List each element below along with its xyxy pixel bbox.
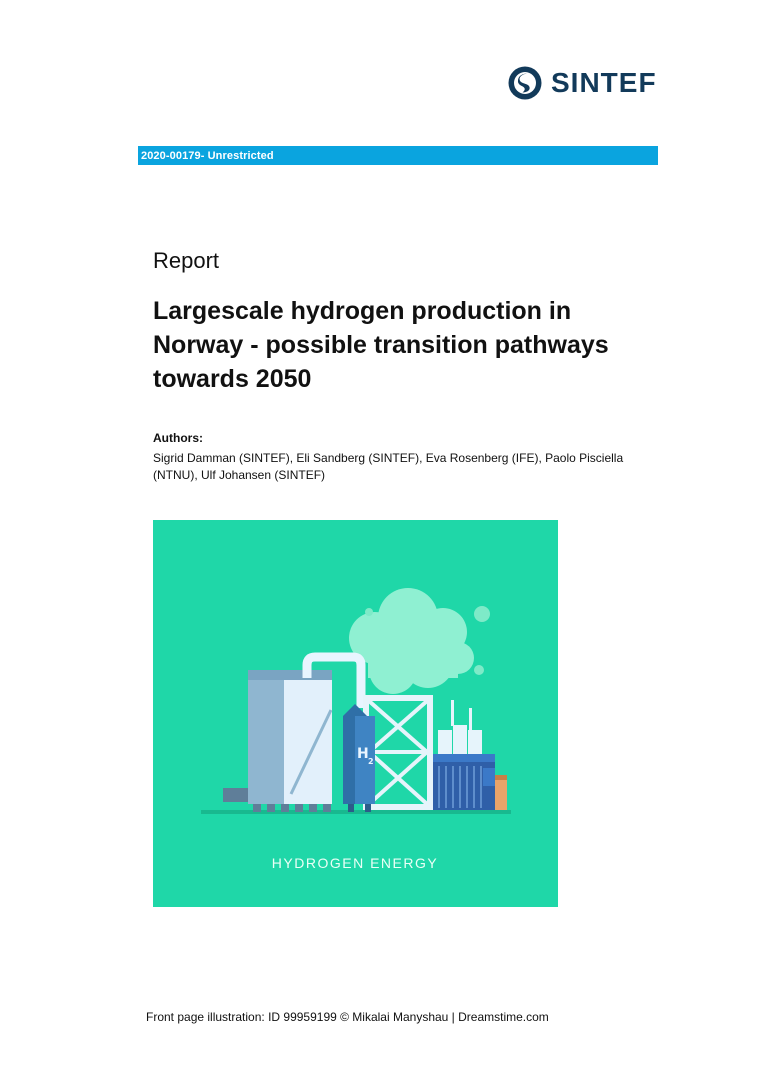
h2-subscript: 2 (368, 757, 374, 766)
sintef-logo-text: SINTEF (551, 67, 657, 98)
document-type: Report (153, 248, 220, 273)
authors-line: (NTNU), Ulf Johansen (SINTEF) (153, 468, 326, 482)
authors-line: Sigrid Damman (SINTEF), Eli Sandberg (SINTEF), Eva Rosenberg (IFE), Paolo Pisciella (153, 451, 624, 465)
report-number-classification: 2020-00179- Unrestricted (141, 149, 274, 162)
h2-cylinder (343, 704, 375, 812)
h2-label: H (357, 746, 369, 762)
cover-illustration (153, 520, 558, 907)
cover-caption-label: HYDROGEN ENERGY (271, 855, 439, 871)
hydrogen-plant-illustration (153, 520, 558, 907)
sintef-logo (507, 64, 657, 102)
authors-label: Authors: (153, 431, 203, 445)
report-title-line: Largescale hydrogen production in (153, 297, 572, 325)
illustration-credit: Front page illustration: ID 99959199 © Mikalai Manyshau | Dreamstime.com (146, 1010, 549, 1024)
report-title-line: towards 2050 (153, 365, 312, 393)
sintef-logo-mark-icon (507, 65, 543, 101)
classification-bar (138, 146, 658, 165)
report-title (153, 294, 653, 396)
report-title-line: Norway - possible transition pathways (153, 331, 609, 359)
authors-list (153, 450, 643, 484)
